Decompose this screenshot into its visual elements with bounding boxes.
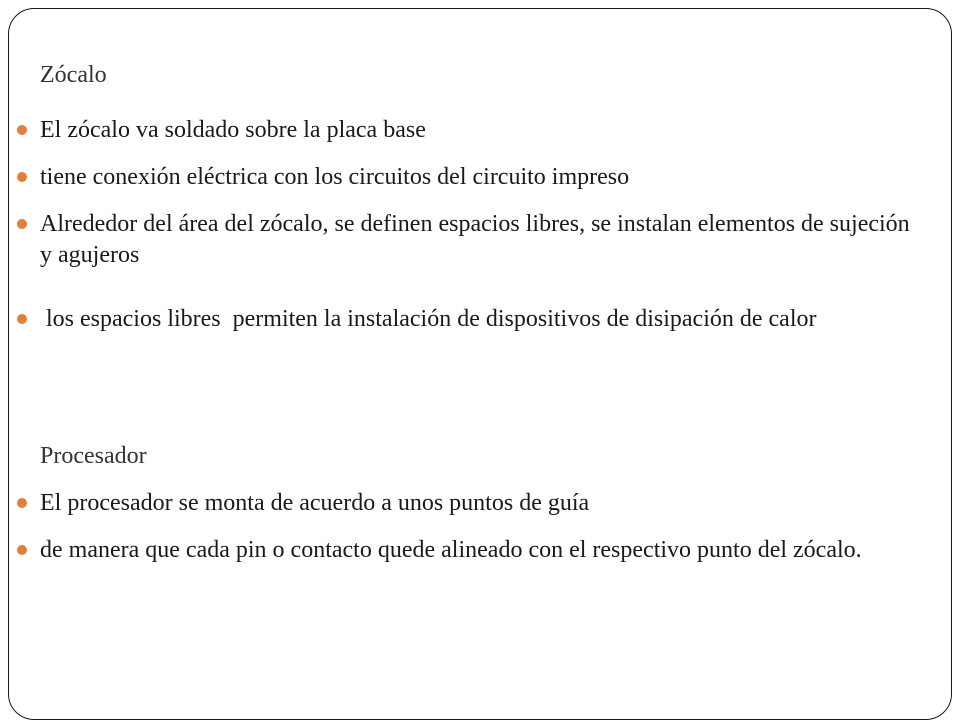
list-item-text: El zócalo va soldado sobre la placa base: [40, 117, 426, 143]
bullet-dot-icon: [17, 172, 27, 182]
list-item-text: El procesador se monta de acuerdo a unos puntos de guía: [40, 490, 590, 516]
list-item-text: Alrededor del área del zócalo, se definen espacios libres, se instalan elementos de sujeción y agujeros: [40, 211, 916, 268]
slide: [8, 8, 952, 720]
bullet-dot-icon: [17, 498, 27, 508]
section-heading-procesador: Procesador: [40, 443, 147, 469]
bullet-dot-icon: [17, 125, 27, 135]
section-heading-zocalo: Zócalo: [40, 62, 107, 88]
list-item: [40, 488, 910, 519]
list-item: [40, 162, 910, 193]
bullet-dot-icon: [17, 545, 27, 555]
list-item: [40, 209, 916, 271]
list-item: [40, 304, 910, 335]
list-item: [40, 115, 910, 146]
list-item-text: de manera que cada pin o contacto quede alineado con el respectivo punto del zócalo.: [40, 537, 862, 563]
bullet-dot-icon: [17, 219, 27, 229]
list-item: [40, 535, 910, 566]
bullet-dot-icon: [17, 314, 27, 324]
list-item-text: los espacios libres permiten la instalación de dispositivos de disipación de calor: [40, 306, 817, 332]
list-item-text: tiene conexión eléctrica con los circuitos del circuito impreso: [40, 164, 630, 190]
